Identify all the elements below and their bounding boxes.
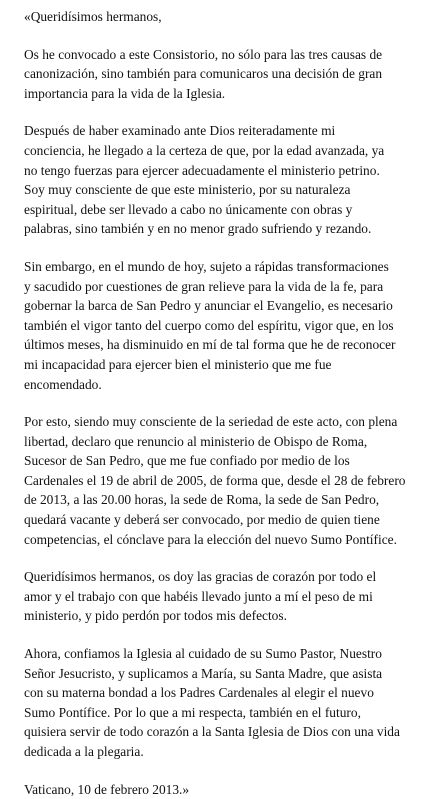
- text-line: Ahora, confiamos la Iglesia al cuidado de su Sumo Pastor, Nuestro: [24, 646, 382, 662]
- text-line: amor y el trabajo con que habéis llevado junto a mí el peso de mi: [24, 588, 373, 604]
- text-line: con su materna bondad a los Padres Cardenales al elegir el nuevo: [24, 685, 374, 701]
- text-line: quedará vacante y deberá ser convocado, por medio de quien tiene: [24, 512, 380, 528]
- text-line: competencias, el cónclave para la elección del nuevo Sumo Pontífice.: [24, 531, 397, 547]
- text-line: canonización, sino también para comunicaros una decisión de gran: [24, 66, 383, 82]
- text-line: encomendado.: [24, 376, 102, 392]
- text-line: quisiera servir de todo corazón a la Santa Iglesia de Dios con una vida: [24, 724, 400, 740]
- body-paragraph-1: [24, 45, 427, 104]
- body-paragraph-4: [24, 412, 427, 549]
- salutation-paragraph: [24, 7, 427, 27]
- text-line: Por esto, siendo muy consciente de la seriedad de este acto, con plena: [24, 414, 398, 430]
- text-line: Soy muy consciente de que este ministerio, por su naturaleza: [24, 182, 351, 198]
- text-line: de 2013, a las 20.00 horas, la sede de Roma, la sede de San Pedro,: [24, 492, 380, 508]
- text-line: libertad, declaro que renuncio al ministerio de Obispo de Roma,: [24, 433, 368, 449]
- text-line: gobernar la barca de San Pedro y anunciar el Evangelio, es necesario: [24, 298, 393, 314]
- text-line: espiritual, debe ser llevado a cabo no únicamente con obras y: [24, 201, 353, 217]
- text-line: no tengo fuerzas para ejercer adecuadamente el ministerio petrino.: [24, 162, 380, 178]
- body-paragraph-6: [24, 644, 427, 762]
- text-line: conciencia, he llegado a la certeza de que, por la edad avanzada, ya: [24, 142, 385, 158]
- text-line: Queridísimos hermanos, os doy las gracias de corazón por todo el: [24, 569, 377, 585]
- text-line: también el vigor tanto del cuerpo como del espíritu, vigor que, en los: [24, 317, 394, 333]
- text-line: «Queridísimos hermanos,: [24, 9, 162, 24]
- text-line: y sacudido por cuestiones de gran relieve para la vida de la fe, para: [24, 278, 384, 294]
- text-line: Cardenales el 19 de abril de 2005, de forma que, desde el 28 de febrero: [24, 472, 406, 488]
- body-paragraph-3: [24, 257, 427, 394]
- body-paragraph-5: [24, 567, 427, 626]
- text-line: Sumo Pontífice. Por lo que a mi respecta, también en el futuro,: [24, 704, 361, 720]
- text-line: Después de haber examinado ante Dios reiteradamente mi: [24, 123, 336, 139]
- body-paragraph-2: [24, 121, 427, 239]
- text-line: mi incapacidad para ejercer bien el ministerio que me fue: [24, 356, 332, 372]
- text-line: Vaticano, 10 de febrero 2013.»: [24, 781, 190, 797]
- closing-dateline: [24, 780, 427, 799]
- text-line: últimos meses, ha disminuido en mí de tal forma que he de reconocer: [24, 337, 396, 353]
- text-line: Sin embargo, en el mundo de hoy, sujeto a rápidas transformaciones: [24, 258, 389, 274]
- text-line: dedicada a la plegaria.: [24, 744, 144, 759]
- text-line: Señor Jesucristo, y suplicamos a María, su Santa Madre, que asista: [24, 665, 383, 681]
- text-line: palabras, sino también y en no menor grado sufriendo y rezando.: [24, 221, 372, 237]
- text-line: Os he convocado a este Consistorio, no sólo para las tres causas de: [24, 46, 383, 62]
- text-line: ministerio, y pido perdón por todos mis defectos.: [24, 608, 287, 624]
- text-line: importancia para la vida de la Iglesia.: [24, 85, 226, 101]
- text-line: Sucesor de San Pedro, que me fue confiado por medio de los: [24, 453, 350, 469]
